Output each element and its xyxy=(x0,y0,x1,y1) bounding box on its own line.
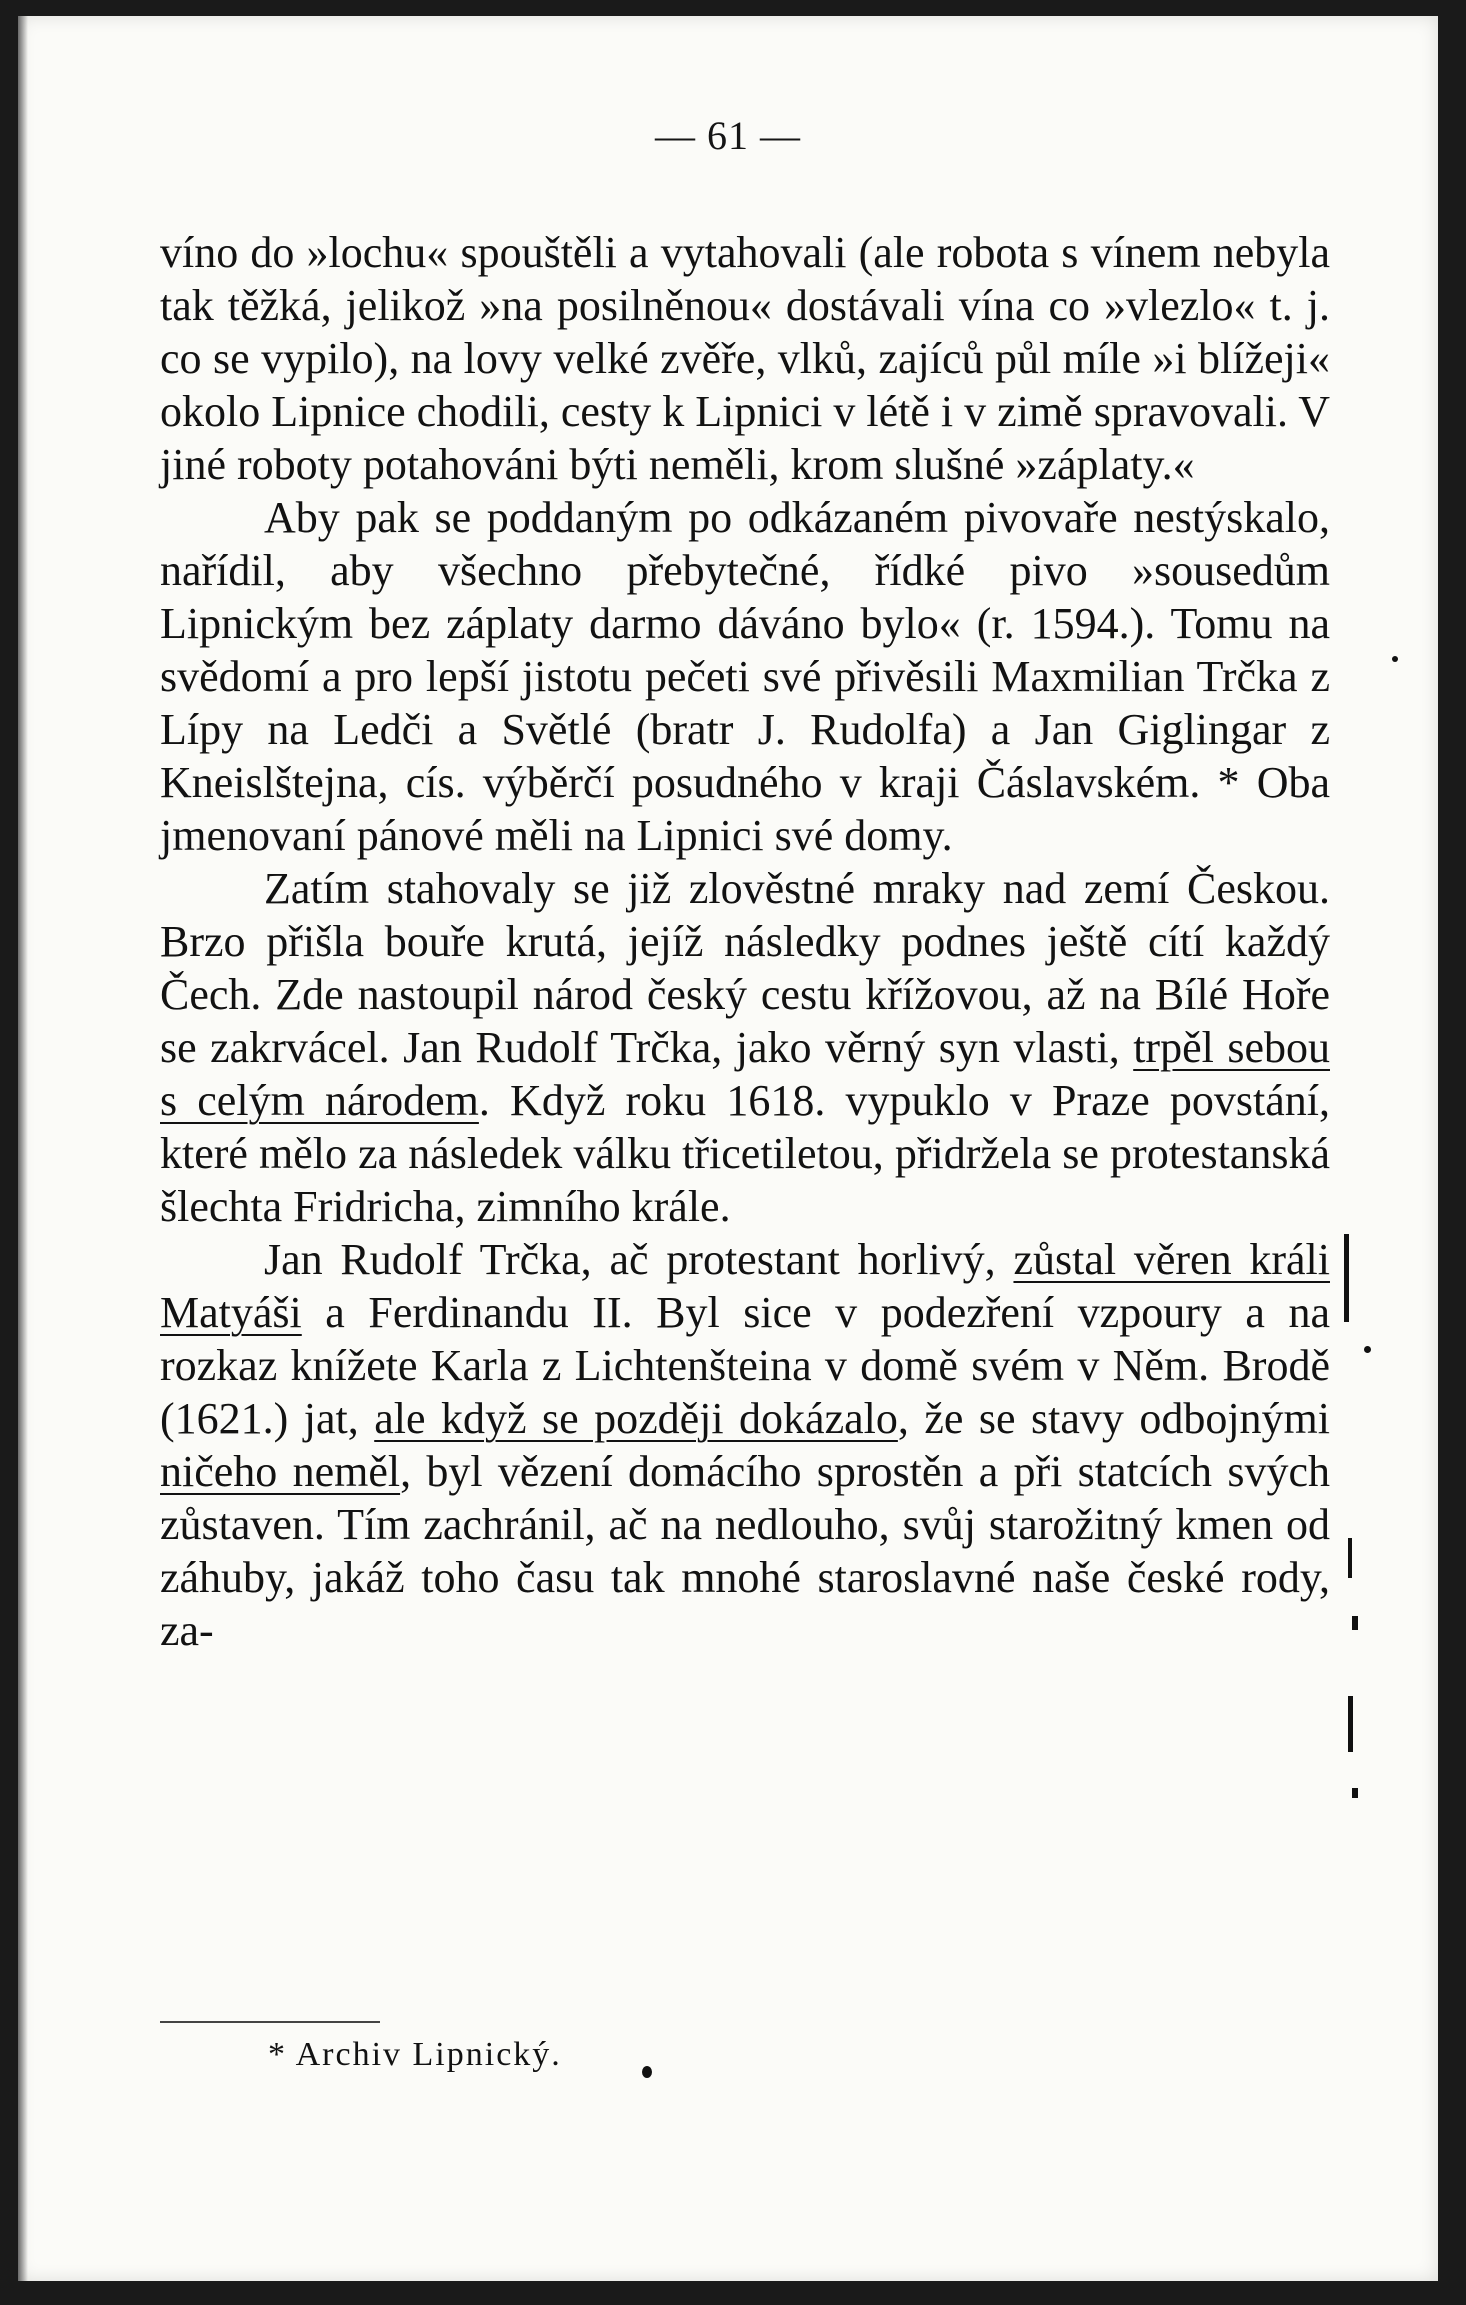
footnote: * Archiv Lipnický. xyxy=(268,2036,562,2073)
margin-mark xyxy=(1348,1538,1352,1578)
margin-dot xyxy=(1352,1616,1358,1630)
paragraph-4 xyxy=(160,1233,1330,1657)
text-run: Aby pak se poddaným po odkázaném pivovaře nestýskalo, nařídil, aby všechno přebytečné, řídké pivo »sousedům Lipnickým bez záplaty darmo dáváno bylo« (r. 1594.). Tomu na svědomí a pro lepší jistotu pečeti své přivěsili Maxmilian Trčka z Lípy na Ledči a Světlé (bratr J. Rudolfa) a Jan Giglingar z Kneislštejna, cís. výběrčí posudného v kraji Čáslavském. * Oba jmenovaní pánové měli na Lipnici své domy. xyxy=(160,493,1330,860)
body-text xyxy=(160,226,1330,1657)
text-run: , byl vězení domácího sprostěn a při statcích svých zůstaven. Tím zachránil, ač na nedlouho, svůj starožitný kmen od záhuby, jakáž toho času tak mnohé staroslavné naše české rody, za- xyxy=(160,1447,1330,1655)
page-binding-shadow xyxy=(18,16,28,2281)
page-number: — 61 — xyxy=(655,113,801,158)
book-page xyxy=(18,16,1438,2281)
ink-dot xyxy=(642,2066,652,2078)
text-run: víno do »lochu« spouštěli a vytahovali (ale robota s vínem nebyla tak těžká, jelikož »na posilněnou« dostávali vína co »vlezlo« t. j. co se vypilo), na lovy velké zvěře, vlků, zajíců půl míle »i blížeji« okolo Lipnice chodili, cesty k Lipnici v létě i v zimě spravovali. V jiné roboty potahováni býti neměli, krom slušné »záplaty.« xyxy=(160,228,1330,489)
underlined-text: trpěl sebou s celým národem xyxy=(160,1023,1330,1125)
margin-dot xyxy=(1392,656,1398,662)
margin-dot xyxy=(1364,1346,1371,1353)
footnote-divider xyxy=(160,2021,380,2023)
paragraph-1 xyxy=(160,226,1330,491)
margin-mark xyxy=(1348,1696,1353,1752)
margin-dot xyxy=(1352,1788,1358,1798)
text-run: Zatím stahovaly se již zlověstné mraky nad zemí Českou. Brzo přišla bouře krutá, jejíž následky podnes ještě cítí každý Čech. Zde nastoupil národ český cestu křížovou, až na Bílé Hoře se zakrvácel. Jan Rudolf Trčka, jako věrný syn vlasti, xyxy=(160,864,1330,1072)
text-run: . Když roku 1618. vypuklo v Praze povstání, které mělo za následek válku třicetiletou, přidržela se protestanská šlechta Fridricha, zimního krále. xyxy=(160,1076,1330,1231)
paragraph-2 xyxy=(160,491,1330,862)
margin-mark xyxy=(1344,1234,1349,1322)
text-run: , že se stavy odbojnými xyxy=(897,1394,1330,1443)
paragraph-3 xyxy=(160,862,1330,1233)
underlined-text: ničeho neměl xyxy=(160,1447,401,1496)
underlined-text: ale když se později dokázalo xyxy=(374,1394,898,1443)
text-run: a Ferdinandu II. Byl sice v podezření vzpoury a na rozkaz knížete Karla z Lichtenšteina v domě svém v Něm. Brodě (1621.) jat, xyxy=(160,1288,1330,1443)
underlined-text: zůstal věren králi Matyáši xyxy=(160,1235,1330,1337)
text-run: Jan Rudolf Trčka, ač protestant horlivý, xyxy=(264,1235,1014,1284)
